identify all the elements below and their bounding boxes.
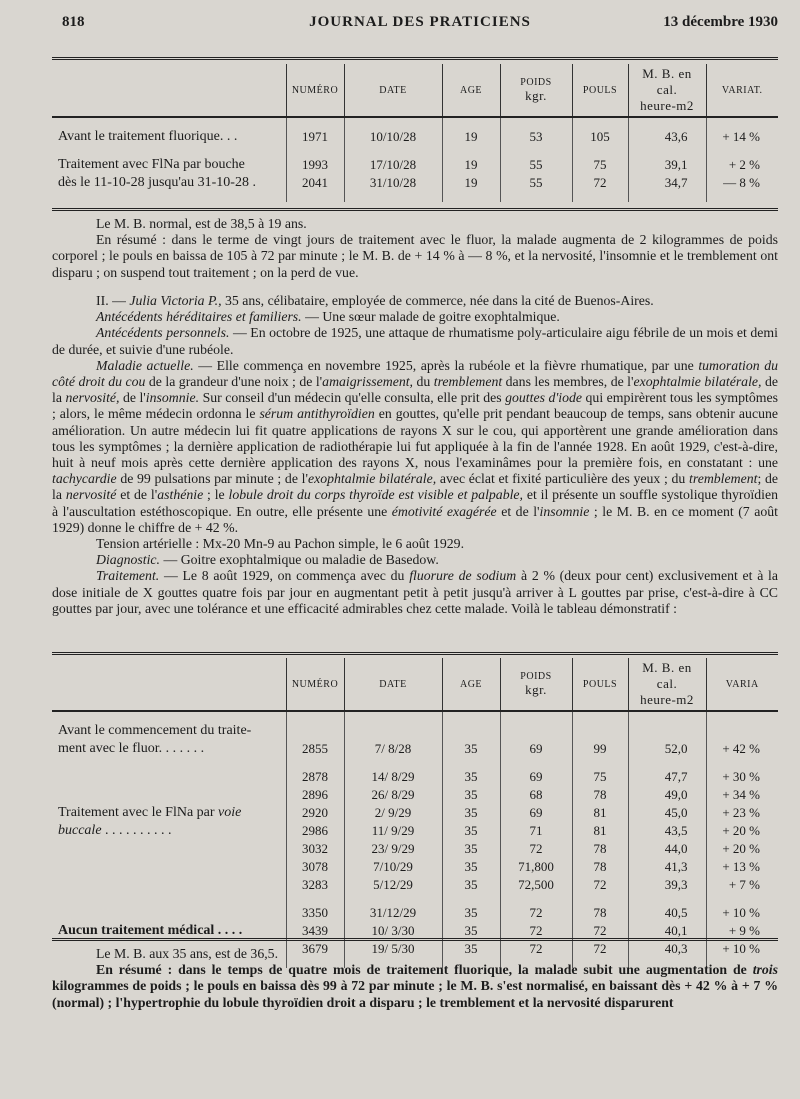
table-2	[52, 658, 778, 968]
table1-bottom-rule	[52, 208, 778, 211]
label-col-header	[52, 658, 286, 711]
table-row	[52, 722, 778, 740]
table-row: 3032 23/ 9/29 35 72 78 44,0 + 20 %	[52, 840, 778, 858]
page-number: 818	[62, 14, 85, 30]
table-row: 3283 5/12/29 35 72,500 72 39,3 + 7 %	[52, 876, 778, 894]
mb-35-line: Le M. B. aux 35 ans, est de 36,5.	[96, 946, 279, 961]
col-numero: NUMÉRO	[286, 64, 344, 117]
col-pouls: POULS	[572, 64, 628, 117]
table-row: 3679 19/ 5/30 35 72 72 40,3 + 10 %	[52, 940, 778, 958]
row-label: dès le 11-10-28 jusqu'au 31-10-28 .	[58, 175, 256, 190]
row-label: Avant le commencement du traite-	[58, 723, 252, 738]
body-text-1	[52, 216, 778, 281]
table-row: 3078 7/10/29 35 71,800 78 41,3 + 13 %	[52, 858, 778, 876]
page-header	[62, 14, 778, 36]
col-variat: VARIAT.	[706, 64, 778, 117]
table1-top-rule	[52, 57, 778, 60]
body-text-end	[52, 946, 778, 1011]
resume-1: En résumé : dans le terme de vingt jours de traitement avec le fluor, la malade augmenta de 2 kilogrammes de poids corporel ; le pouls en baissa de 105 à 72 par minute ; le M. B. de + 14 % à — 8 %, et la nervosité, l'insomnie et le tremblement ont disparu ; on suspend tout traitement ; on la perd de vue.	[52, 232, 778, 280]
col-mb: M. B. en cal. heure-m2	[628, 658, 706, 711]
row-label: Avant le traitement fluorique. . .	[58, 129, 238, 144]
table-row: ment avec le fluor. . . . . . . 2855 7/ 8/28 35 69 99 52,0 + 42 %	[52, 740, 778, 758]
col-age: AGE	[442, 658, 500, 711]
table2-top-rule	[52, 652, 778, 655]
journal-title: JOURNAL DES PRATICIENS	[309, 14, 531, 30]
row-label: Aucun traitement médical . . . .	[58, 923, 243, 938]
col-date: DATE	[344, 658, 442, 711]
table-row: Aucun traitement médical . . . . 3439 10/ 3/30 35 72 72 40,1 + 9 %	[52, 922, 778, 940]
maladie-actuelle: Maladie actuelle. — Elle commença en novembre 1925, après la rubéole et la fièvre rhumatique, par une tumoration du côté droit du cou de la grandeur d'une noix ; de l'amaigrissement, du tremblement dans les membres, de l'exophtalmie bilatérale, de la nervosité, de l'insomnie. Sur conseil d'un médecin qu'elle consulta, elle prit des gouttes d'iode qui empirèrent tous les symptômes ; alors, le même médecin ordonna le sérum antithyroïdien en gouttes, qu'elle prit pendant beaucoup de temps, sans obtenir aucune amélioration. Un autre médecin lui fit quatre applications de rayons X sur le cou, qui apportèrent une grande amélioration dans tous les symptômes ; la dernière application de radiothérapie lui fut appliquée à la fin de l'année 1928. En août 1929, c'est-à-dire, huit à neuf mois après cette dernière application des rayons X, nous l'examinâmes pour la première fois, en constatant : une tachycardie de 99 pulsations par minute ; de l'exophtalmie bilatérale, avec éclat et fixité particulière des yeux ; du tremblement; de la nervosité et de l'asthénie ; le lobule droit du corps thyroïde est visible et palpable, et il présente un souffle systolique thyroïdien à l'auscultation estéthoscopique. En outre, elle présente une émotivité exagérée et de l'insomnie ; le M. B. en ce moment (7 août 1929) donne le chiffre de + 42 %.	[52, 357, 779, 535]
col-numero: NUMÉRO	[286, 658, 344, 711]
resume-2: En résumé : dans le temps de quatre mois de traitement fluorique, la malade subit une augmentation de trois kilogrammes de poids ; le pouls en baissa dès 99 à 72 par minute ; le M. B. s'est normalisé, en baissant dès + 42 % à + 7 % (normal) ; l'hypertrophie du lobule thyroïdien droit a disparu ; le tremblement et la nervosité disparurent	[52, 962, 778, 1010]
traitement: Traitement. — Le 8 août 1929, on commença avec du fluorure de sodium à 2 % (deux pour cent) exclusivement et à la dose initiale de X gouttes quatre fois par jour en augmentant petit à petit jusqu'à arriver à L gouttes par prise, c'est-à-dire à CC gouttes par jour, avec une tolérance et une efficacité admirables chez cette malade. Voilà le tableau démonstratif :	[52, 568, 779, 616]
table2-bottom-rule	[52, 938, 778, 941]
col-pouls: POULS	[572, 658, 628, 711]
col-varia: VARIA	[706, 658, 778, 711]
table-row: 3350 31/12/29 35 72 78 40,5 + 10 %	[52, 904, 778, 922]
table-1	[52, 64, 778, 202]
table-row: buccale . . . . . . . . . . 2986 11/ 9/29 35 71 81 43,5 + 20 %	[52, 822, 778, 840]
row-label: Traitement avec le FlNa par voie	[58, 805, 242, 820]
col-poids: POIDS kgr.	[500, 658, 572, 711]
col-poids: POIDS kgr.	[500, 64, 572, 117]
tension-arterielle: Tension artérielle : Mx-20 Mn-9 au Pachon simple, le 6 août 1929.	[96, 536, 465, 552]
row-label: buccale . . . . . . . . . .	[58, 823, 172, 838]
row-label: ment avec le fluor. . . . . . .	[58, 741, 205, 756]
table-row: Traitement avec le FlNa par voie 2920 2/ 9/29 35 69 81 45,0 + 23 %	[52, 804, 778, 822]
col-date: DATE	[344, 64, 442, 117]
row-label: Traitement avec FlNa par bouche	[58, 157, 245, 172]
case-2-text	[52, 293, 778, 617]
antecedents-hereditaires: Antécédents héréditaires et familiers. — Une sœur malade de goitre exophtalmique.	[96, 309, 560, 325]
mb-normal-line: Le M. B. normal, est de 38,5 à 19 ans.	[96, 216, 307, 231]
case-2-intro: II. — Julia Victoria P., 35 ans, célibataire, employée de commerce, née dans la cité de Buenos-Aires.	[96, 293, 654, 308]
issue-date: 13 décembre 1930	[663, 14, 778, 30]
col-age: AGE	[442, 64, 500, 117]
label-col-header	[52, 64, 286, 117]
table-row: 2896 26/ 8/29 35 68 78 49,0 + 34 %	[52, 786, 778, 804]
col-mb: M. B. en cal. heure-m2	[628, 64, 706, 117]
antecedents-personnels: Antécédents personnels. — En octobre de 1925, une attaque de rhumatisme poly-articulaire aigu fébrile de un mois et demi de durée, et suivie d'une rubéole.	[52, 325, 778, 357]
table-row: Traitement avec FlNa par bouche 1993 17/10/28 19 55 75 39,1 + 2 %	[52, 156, 778, 174]
table-row: 2878 14/ 8/29 35 69 75 47,7 + 30 %	[52, 768, 778, 786]
diagnostic: Diagnostic. — Goitre exophtalmique ou maladie de Basedow.	[96, 552, 439, 568]
table-row: dès le 11-10-28 jusqu'au 31-10-28 . 2041 31/10/28 19 55 72 34,7 — 8 %	[52, 174, 778, 192]
table-row: Avant le traitement fluorique. . . 1971 10/10/28 19 53 105 43,6 + 14 %	[52, 128, 778, 146]
